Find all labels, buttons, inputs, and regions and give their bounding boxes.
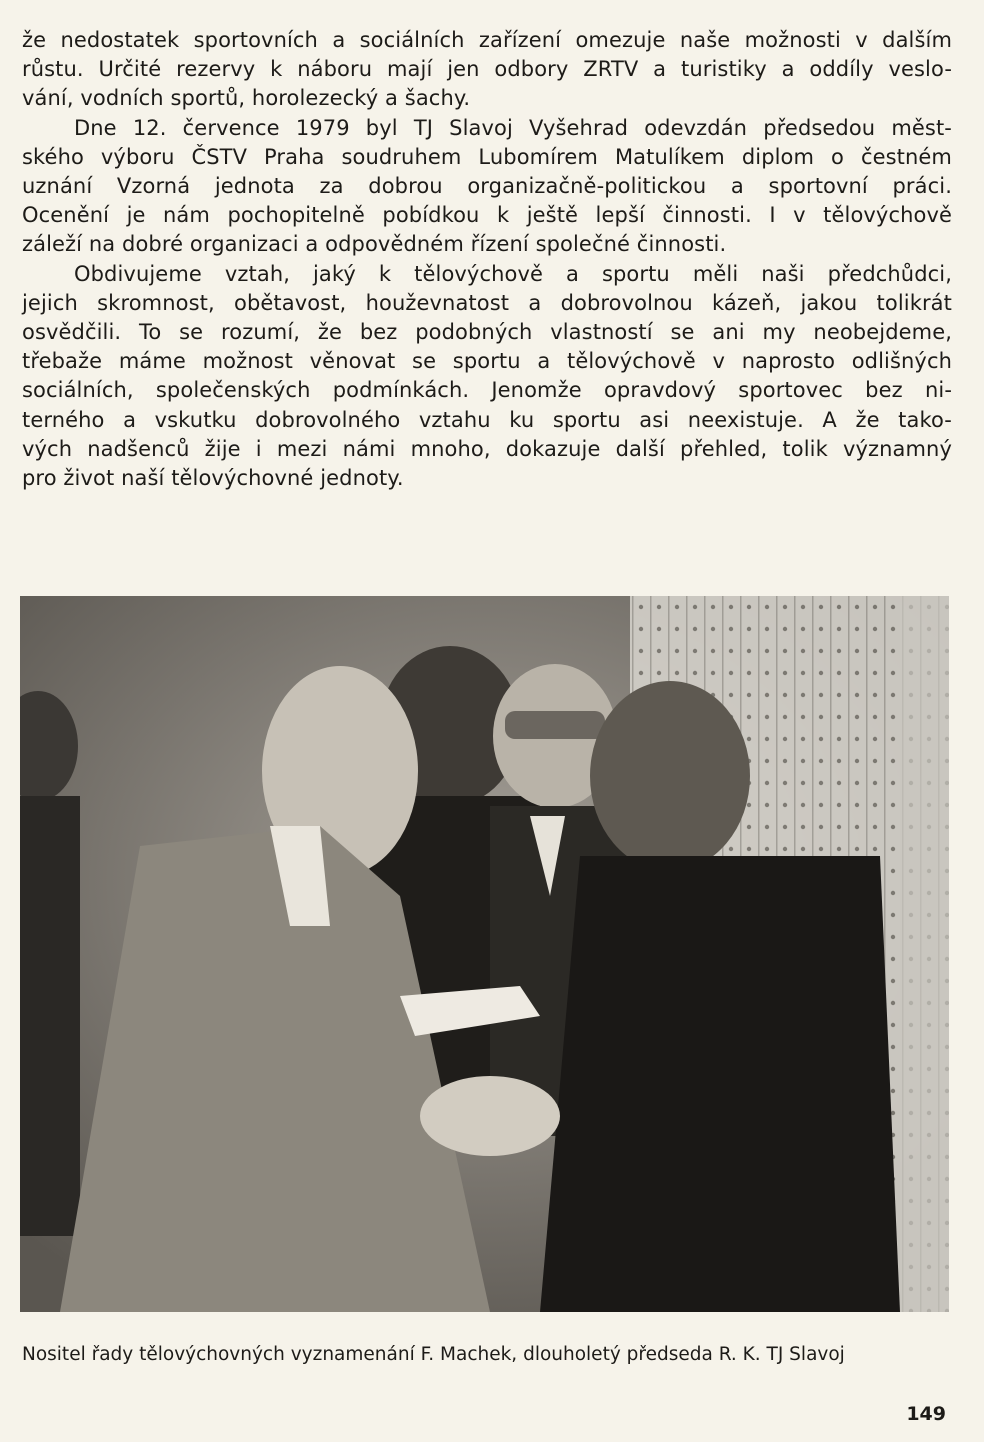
text-line: růstu. Určité rezervy k náboru mají jen odbory ZRTV a turistiky a oddíly veslo- [22,57,952,82]
text-line: Ocenění je nám pochopitelně pobídkou k ještě lepší činnosti. I v tělovýchově [22,203,952,228]
text-line: uznání Vzorná jednota za dobrou organizačně-politickou a sportovní práci. [22,174,952,199]
text-line: ského výboru ČSTV Praha soudruhem Lubomírem Matulíkem diplom o čestném [22,144,952,169]
text-line: Dne 12. července 1979 byl TJ Slavoj Vyšehrad odevzdán předsedou měst- [74,115,952,140]
text-line: terného a vskutku dobrovolného vztahu ku sportu asi neexistuje. A že tako- [22,407,952,432]
text-line: osvědčili. To se rozumí, že bez podobných vlastností se ani my neobejdeme, [22,320,952,345]
photo-caption: Nositel řady tělovýchovných vyznamenání F. Machek, dlouholetý předseda R. K. TJ Slavoj [22,1344,845,1365]
paragraph-1 [22,26,952,114]
photograph [20,596,949,1312]
text-line: že nedostatek sportovních a sociálních zařízení omezuje naše možnosti v dalším [22,28,952,52]
photograph-drawing [20,596,949,1312]
text-line: záleží na dobré organizaci a odpovědném řízení společné činnosti. [22,232,727,257]
body-text [22,26,952,493]
page-number: 149 [906,1403,946,1425]
text-line: vých nadšenců žije i mezi námi mnoho, dokazuje další přehled, tolik významný [22,436,952,461]
text-line: vání, vodních sportů, horolezecký a šachy. [22,86,471,111]
text-line: Obdivujeme vztah, jaký k tělovýchově a sportu měli naši předchůdci, [74,261,952,286]
text-line: jejich skromnost, obětavost, houževnatost a dobrovolnou kázeň, jakou tolikrát [22,290,952,315]
text-line: pro život naší tělovýchovné jednoty. [22,466,404,491]
paragraph-3 [22,260,952,494]
paragraph-2 [22,114,952,260]
text-line: sociálních, společenských podmínkách. Jenomže opravdový sportovec bez ni- [22,378,952,403]
text-line: třebaže máme možnost věnovat se sportu a tělovýchově v naprosto odlišných [22,349,952,374]
